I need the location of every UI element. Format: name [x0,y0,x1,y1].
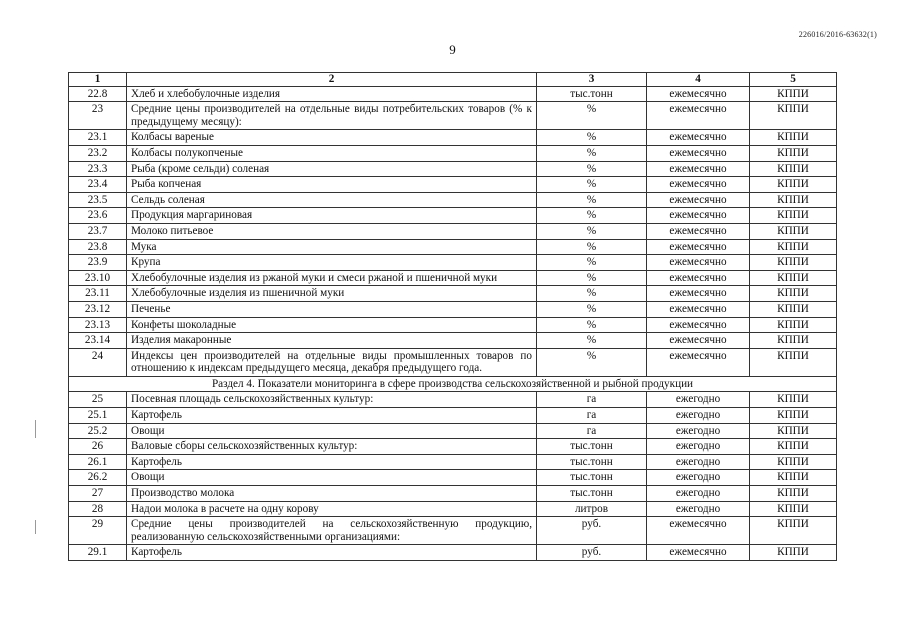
unit-cell: га [537,423,647,439]
indicator-name: Производство молока [127,486,537,502]
frequency-cell: ежемесячно [647,317,750,333]
indicator-name: Картофель [127,545,537,561]
unit-cell: % [537,286,647,302]
source-cell: КППИ [750,301,837,317]
frequency-cell: ежемесячно [647,161,750,177]
column-number-row [69,73,837,87]
row-number: 23.9 [69,255,127,271]
table-row [69,501,837,517]
frequency-cell: ежемесячно [647,545,750,561]
indicator-name: Валовые сборы сельскохозяйственных культур: [127,439,537,455]
source-cell: КППИ [750,102,837,130]
table-row [69,192,837,208]
row-number: 23.13 [69,317,127,333]
table-row [69,270,837,286]
indicator-name: Печенье [127,301,537,317]
section-title: Раздел 4. Показатели мониторинга в сфере производства сельскохозяйственной и рыбной продукции [69,376,837,392]
table-row [69,423,837,439]
frequency-cell: ежемесячно [647,145,750,161]
frequency-cell: ежегодно [647,408,750,424]
indicator-name: Хлеб и хлебобулочные изделия [127,86,537,102]
row-number: 23.4 [69,177,127,193]
row-number: 23.14 [69,333,127,349]
unit-cell: % [537,223,647,239]
frequency-cell: ежемесячно [647,223,750,239]
row-number: 23.2 [69,145,127,161]
frequency-cell: ежемесячно [647,192,750,208]
unit-cell: % [537,192,647,208]
frequency-cell: ежемесячно [647,517,750,545]
table-row [69,161,837,177]
indicator-name: Овощи [127,423,537,439]
source-cell: КППИ [750,501,837,517]
indicator-name: Хлебобулочные изделия из пшеничной муки [127,286,537,302]
row-number: 29.1 [69,545,127,561]
section-header-row [69,376,837,392]
table-row [69,439,837,455]
source-cell: КППИ [750,392,837,408]
source-cell: КППИ [750,223,837,239]
indicator-name: Индексы цен производителей на отдельные виды промышленных товаров по отношению к индексам предыдущего месяца, декабря предыдущего года. [127,348,537,376]
indicator-name: Рыба (кроме сельди) соленая [127,161,537,177]
indicator-name: Продукция маргариновая [127,208,537,224]
source-cell: КППИ [750,255,837,271]
unit-cell: га [537,408,647,424]
frequency-cell: ежегодно [647,392,750,408]
source-cell: КППИ [750,270,837,286]
table-row [69,239,837,255]
column-number: 2 [127,73,537,87]
column-number: 3 [537,73,647,87]
scan-margin-mark [35,420,36,438]
table-row [69,208,837,224]
table-row [69,102,837,130]
unit-cell: тыс.тонн [537,470,647,486]
indicator-name: Сельдь соленая [127,192,537,208]
source-cell: КППИ [750,348,837,376]
source-cell: КППИ [750,145,837,161]
indicator-name: Конфеты шоколадные [127,317,537,333]
indicator-name: Посевная площадь сельскохозяйственных культур: [127,392,537,408]
table-row [69,333,837,349]
indicator-name: Рыба копченая [127,177,537,193]
unit-cell: руб. [537,545,647,561]
unit-cell: % [537,333,647,349]
row-number: 25.1 [69,408,127,424]
frequency-cell: ежемесячно [647,239,750,255]
table-row [69,517,837,545]
frequency-cell: ежемесячно [647,130,750,146]
row-number: 25.2 [69,423,127,439]
table-row [69,348,837,376]
frequency-cell: ежемесячно [647,208,750,224]
frequency-cell: ежемесячно [647,177,750,193]
table-row [69,145,837,161]
row-number: 23 [69,102,127,130]
source-cell: КППИ [750,439,837,455]
frequency-cell: ежегодно [647,423,750,439]
frequency-cell: ежегодно [647,486,750,502]
frequency-cell: ежемесячно [647,255,750,271]
unit-cell: % [537,255,647,271]
column-number: 5 [750,73,837,87]
unit-cell: тыс.тонн [537,486,647,502]
source-cell: КППИ [750,486,837,502]
document-number: 226016/2016-63632(1) [798,30,877,39]
frequency-cell: ежемесячно [647,270,750,286]
unit-cell: % [537,161,647,177]
table-row [69,130,837,146]
unit-cell: % [537,301,647,317]
indicator-table [68,72,837,561]
table-row [69,301,837,317]
table-row [69,177,837,193]
source-cell: КППИ [750,470,837,486]
frequency-cell: ежемесячно [647,102,750,130]
unit-cell: % [537,270,647,286]
indicator-name: Надои молока в расчете на одну корову [127,501,537,517]
row-number: 23.7 [69,223,127,239]
unit-cell: % [537,208,647,224]
frequency-cell: ежемесячно [647,286,750,302]
indicator-name: Хлебобулочные изделия из ржаной муки и смеси ржаной и пшеничной муки [127,270,537,286]
table-row [69,392,837,408]
row-number: 23.11 [69,286,127,302]
table-row [69,408,837,424]
scan-margin-mark [35,520,36,534]
table-row [69,317,837,333]
frequency-cell: ежемесячно [647,86,750,102]
table-row [69,223,837,239]
unit-cell: руб. [537,517,647,545]
source-cell: КППИ [750,177,837,193]
row-number: 23.1 [69,130,127,146]
source-cell: КППИ [750,517,837,545]
source-cell: КППИ [750,130,837,146]
indicator-name: Колбасы вареные [127,130,537,146]
row-number: 28 [69,501,127,517]
row-number: 27 [69,486,127,502]
unit-cell: % [537,102,647,130]
indicator-name: Картофель [127,454,537,470]
source-cell: КППИ [750,286,837,302]
row-number: 23.5 [69,192,127,208]
indicator-name: Молоко питьевое [127,223,537,239]
unit-cell: тыс.тонн [537,439,647,455]
indicator-name: Картофель [127,408,537,424]
frequency-cell: ежегодно [647,439,750,455]
frequency-cell: ежемесячно [647,348,750,376]
row-number: 22.8 [69,86,127,102]
table-row [69,545,837,561]
frequency-cell: ежегодно [647,454,750,470]
source-cell: КППИ [750,454,837,470]
page-number: 9 [449,42,456,57]
table-row [69,255,837,271]
column-number: 1 [69,73,127,87]
source-cell: КППИ [750,239,837,255]
row-number: 23.6 [69,208,127,224]
source-cell: КППИ [750,408,837,424]
unit-cell: га [537,392,647,408]
table-row [69,486,837,502]
unit-cell: % [537,317,647,333]
row-number: 25 [69,392,127,408]
row-number: 23.12 [69,301,127,317]
source-cell: КППИ [750,208,837,224]
indicator-name: Овощи [127,470,537,486]
unit-cell: % [537,348,647,376]
table-row [69,286,837,302]
indicator-name: Изделия макаронные [127,333,537,349]
source-cell: КППИ [750,317,837,333]
unit-cell: % [537,145,647,161]
source-cell: КППИ [750,545,837,561]
frequency-cell: ежегодно [647,470,750,486]
frequency-cell: ежемесячно [647,301,750,317]
source-cell: КППИ [750,86,837,102]
frequency-cell: ежегодно [647,501,750,517]
row-number: 23.10 [69,270,127,286]
row-number: 29 [69,517,127,545]
source-cell: КППИ [750,423,837,439]
unit-cell: % [537,130,647,146]
unit-cell: литров [537,501,647,517]
table-row [69,86,837,102]
indicator-name: Средние цены производителей на отдельные виды потребительских товаров (% к предыдущему месяцу): [127,102,537,130]
table-row [69,470,837,486]
unit-cell: % [537,177,647,193]
unit-cell: тыс.тонн [537,454,647,470]
column-number: 4 [647,73,750,87]
table-row [69,454,837,470]
row-number: 26 [69,439,127,455]
row-number: 23.8 [69,239,127,255]
source-cell: КППИ [750,192,837,208]
row-number: 23.3 [69,161,127,177]
unit-cell: тыс.тонн [537,86,647,102]
row-number: 24 [69,348,127,376]
unit-cell: % [537,239,647,255]
indicator-name: Крупа [127,255,537,271]
source-cell: КППИ [750,333,837,349]
indicator-name: Колбасы полукопченые [127,145,537,161]
indicator-name: Мука [127,239,537,255]
row-number: 26.2 [69,470,127,486]
frequency-cell: ежемесячно [647,333,750,349]
row-number: 26.1 [69,454,127,470]
indicator-name: Средние цены производителей на сельскохозяйственную продукцию, реализованную сельскохозяйственными организациями: [127,517,537,545]
source-cell: КППИ [750,161,837,177]
